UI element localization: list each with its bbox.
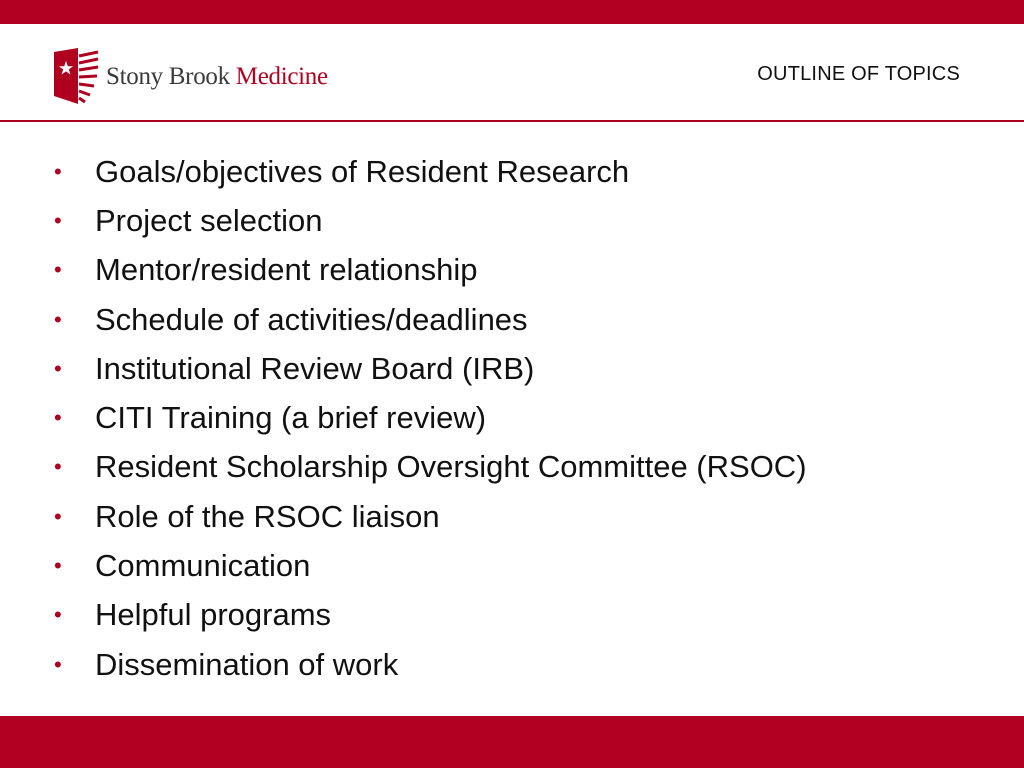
bullet-icon: •: [54, 207, 62, 233]
logo-wordmark: [106, 64, 328, 89]
topic-item: [52, 541, 807, 590]
topic-item: [52, 640, 807, 689]
topic-item: [52, 344, 807, 393]
bullet-icon: •: [54, 602, 62, 628]
bullet-icon: •: [54, 651, 62, 677]
topic-text: Dissemination of work: [95, 646, 399, 682]
topic-text: Institutional Review Board (IRB): [95, 350, 535, 386]
topic-item: [52, 393, 807, 442]
logo-accent: Medicine: [235, 62, 328, 90]
bottom-accent-bar: [0, 716, 1024, 768]
topic-item: [52, 492, 807, 541]
topic-item: [52, 591, 807, 640]
section-title: OUTLINE OF TOPICS: [757, 63, 960, 85]
topic-text: Communication: [95, 548, 311, 584]
bullet-icon: •: [54, 454, 62, 480]
topic-item: [52, 246, 807, 295]
header-divider: [0, 120, 1024, 122]
bullet-icon: •: [54, 257, 62, 283]
topic-text: Goals/objectives of Resident Research: [95, 153, 630, 189]
bullet-icon: •: [54, 553, 62, 579]
topic-text: Project selection: [95, 202, 323, 238]
topic-text: Role of the RSOC liaison: [95, 498, 440, 534]
bullet-icon: •: [54, 503, 62, 529]
logo-name: Stony Brook: [106, 62, 230, 90]
topic-text: Helpful programs: [95, 597, 332, 633]
topic-list: [52, 147, 807, 689]
bullet-icon: •: [54, 355, 62, 381]
topic-text: Mentor/resident relationship: [95, 252, 478, 288]
topic-item: [52, 443, 807, 492]
topic-item: [52, 147, 807, 196]
shield-star-icon: [52, 48, 100, 104]
topic-item: [52, 196, 807, 245]
bullet-icon: •: [54, 405, 62, 431]
bullet-icon: •: [54, 306, 62, 332]
topic-text: Resident Scholarship Oversight Committee (RSOC): [95, 449, 807, 485]
bullet-icon: •: [54, 158, 62, 184]
topic-text: CITI Training (a brief review): [95, 400, 487, 436]
topic-item: [52, 295, 807, 344]
stony-brook-medicine-logo: [52, 48, 328, 104]
top-accent-bar: [0, 0, 1024, 24]
topic-text: Schedule of activities/deadlines: [95, 301, 528, 337]
